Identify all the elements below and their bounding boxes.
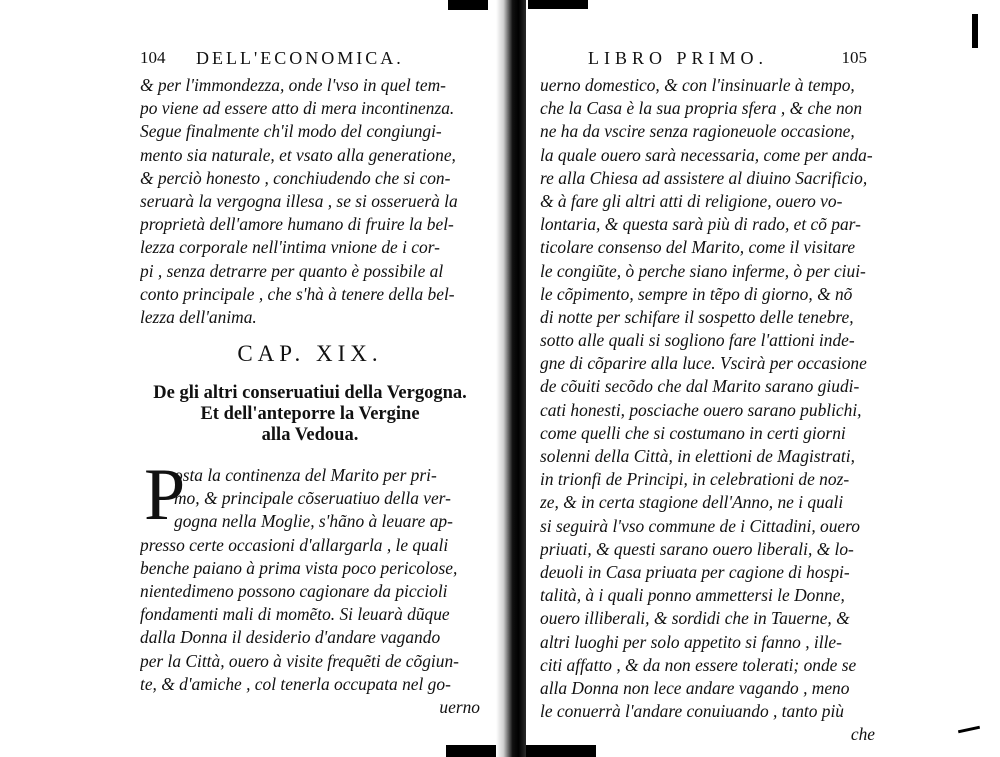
text-line: priuati, & questi sarano ouero liberali, & lo- [540,538,854,559]
text-line: uerno domestico, & con l'insinuarle à tempo, [540,75,855,95]
left-text-chapter [140,454,480,719]
right-text [540,74,875,746]
catchword: uerno [439,696,480,717]
left-running-head [140,48,480,74]
text-line: solenni della Città, in elettioni de Magistrati, [540,446,855,466]
text-line: gogna nella Moglie, s'hãno à leuare ap- [174,511,453,532]
scan-edge-right [972,14,978,48]
scan-mark-bottom-right [958,726,980,734]
text-line: che la Casa è la sua propria sfera , & che non [540,98,863,119]
left-head-title: DELL'ECONOMICA. [196,48,404,68]
text-line: lezza corporale nell'intima vnione de i cor- [140,237,440,258]
text-line: gne di cõparire alla luce. Vscirà per occasione [540,353,867,374]
chapter-subtitle [140,383,480,446]
left-page [140,48,480,719]
book-gutter [496,0,526,757]
text-line: deuoli in Casa priuata per cagione di hospi- [540,561,850,582]
text-line: fondamenti mali di momẽto. Si leuarà dũque [140,604,450,625]
left-text-top [140,74,480,329]
text-line: in trionfi de Principi, in celebrationi de noz- [540,469,850,490]
scan-edge-top-left [448,0,488,10]
chapter-heading: CAP. XIX. [237,341,383,367]
text-line: ouero illiberali, & sordidi che in Tauerne, & [540,608,850,629]
left-folio: 104 [140,48,166,67]
text-line: le conuerrà l'andare conuiuando , tanto più [540,701,844,722]
text-line: le cõpimento, sempre in tẽpo di giorno, & nõ [540,283,853,304]
text-line: sotto alle quali si sogliono fare l'attioni inde- [540,330,855,351]
drop-cap: P [144,454,186,537]
text-line: dalla Donna il desiderio d'andare vagando [140,627,441,648]
text-line: si seguirà l'vso commune de i Cittadini, ouero [540,515,860,536]
text-line: cati honesti, posciache ouero sarano publichi, [540,399,862,420]
chapter-subtitle-line: De gli altri conseruatiui della Vergogna. [153,383,467,404]
text-line: & per l'immondezza, onde l'vso in quel tem- [140,75,446,95]
text-line: ticolare consenso del Marito, come il visitare [540,237,856,258]
text-line: di notte per schifare il sospetto delle tenebre, [540,306,854,327]
text-line: ne ha da vscire senza ragioneuole occasione, [540,121,855,142]
text-line: alla Donna non lece andare vagando , meno [540,677,850,698]
text-line: le congiũte, ò perche siano inferme, ò per ciui- [540,260,866,281]
text-line: & à fare gli altri atti di religione, ouero vo- [540,190,843,211]
text-line: proprietà dell'amore humano di fruire la bel- [140,214,454,235]
text-line: seruarà la vergogna illesa , se si osseruerà la [140,190,458,211]
text-line: altri luoghi per solo appetito si fanno , ille- [540,631,842,652]
text-line: talità, à i quali ponno ammettersi le Donne, [540,585,845,606]
catchword: che [850,724,875,745]
text-line: lezza dell'anima. [140,306,257,327]
text-line: nientedimeno possono cagionare da piccioli [140,581,448,601]
right-folio: 105 [841,48,867,67]
text-line: de cõuiti secõdo che dal Marito sarano giudi- [540,376,860,397]
right-page [540,48,875,746]
text-line: benche paiano à prima vista poco pericolose, [140,557,458,578]
scan-edge-top-right [528,0,588,9]
text-line: come quelli che si costumano in certi giorni [540,422,846,443]
chapter-subtitle-line: Et dell'anteporre la Vergine [200,404,420,425]
text-line: Segue finalmente ch'il modo del congiungi- [140,121,442,142]
text-line: presso certe occasioni d'allargarla , le quali [140,534,449,555]
text-line: lontaria, & questa sarà più di rado, et cõ par- [540,214,861,235]
text-line: conto principale , che s'hà à tenere della bel- [140,283,455,304]
text-line: la quale ouero sarà necessaria, come per anda- [540,144,873,165]
text-line: per la Città, ouero à visite frequẽti de cõgiun- [140,650,459,671]
chapter-subtitle-line: alla Vedoua. [261,425,359,446]
text-line: te, & d'amiche , col tenerla occupata nel go- [140,673,451,694]
text-line: ze, & in certa stagione dell'Anno, ne i quali [540,492,844,513]
text-line: mento sia naturale, et vsato alla generatione, [140,144,456,165]
right-head-title: LIBRO PRIMO. [588,48,769,68]
text-line: mo, & principale cõseruatiuo della ver- [174,488,451,509]
text-line: pi , senza detrarre per quanto è possibile al [140,260,444,281]
text-line: osta la continenza del Marito per pri- [174,465,437,486]
text-line: & perciò honesto , conchiudendo che si con- [140,167,451,188]
text-line: re alla Chiesa ad assistere al diuino Sacrificio, [540,167,868,188]
right-running-head [540,48,875,74]
text-line: po viene ad essere atto di mera incontinenza. [140,98,455,119]
text-line: citi affatto , & da non essere tolerati; onde se [540,654,857,675]
